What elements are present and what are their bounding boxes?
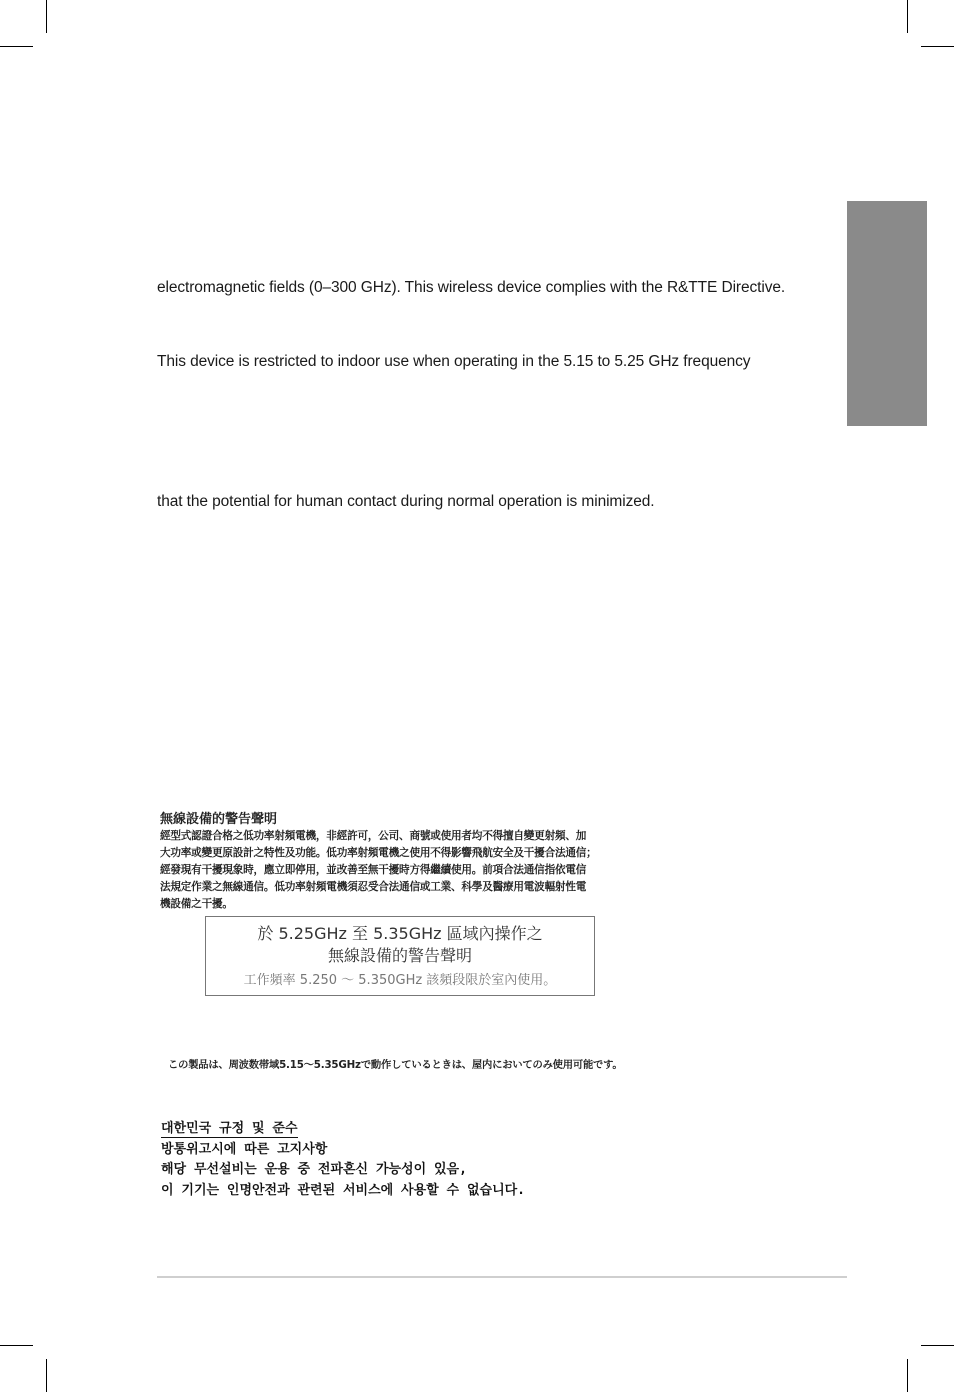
crop-mark	[907, 1359, 908, 1392]
japan-notice: この製品は、周波数帯域5.15～5.35GHzで動作しているときは、屋内においてのみ使用可能です。	[168, 1059, 623, 1071]
body-text-line: This device is restricted to indoor use when operating in the 5.15 to 5.25 GHz frequency	[157, 353, 751, 370]
crop-mark	[0, 46, 33, 47]
taiwan-notice-line: 經型式認證合格之低功率射頻電機，非經許可，公司、商號或使用者均不得擅自變更射頻、加	[160, 830, 587, 842]
taiwan-notice-line: 法規定作業之無線通信。低功率射頻電機須忍受合法通信或工業、科學及醫療用電波輻射性電	[160, 881, 587, 893]
section-side-tab	[847, 201, 927, 426]
crop-mark	[907, 0, 908, 33]
crop-mark	[921, 46, 954, 47]
taiwan-notice	[160, 811, 597, 913]
footer-rule	[157, 1276, 847, 1278]
crop-mark	[46, 1359, 47, 1392]
taiwan-notice-line: 經發現有干擾現象時，應立即停用，並改善至無干擾時方得繼續使用。前項合法通信指依電信	[160, 864, 587, 876]
korea-notice-line: 해당 무선설비는 운용 중 전파혼신 가능성이 있음,	[161, 1162, 467, 1177]
korea-notice-line: 방통위고시에 따른 고지사항	[161, 1142, 328, 1157]
box-line: 工作頻率 5.250 ～ 5.350GHz 該頻段限於室內使用。	[243, 973, 557, 988]
box-line: 於 5.25GHz 至 5.35GHz 區域內操作之	[257, 924, 543, 943]
taiwan-notice-line: 大功率或變更原設計之特性及功能。低功率射頻電機之使用不得影響飛航安全及干擾合法通信；	[160, 847, 597, 859]
taiwan-5ghz-notice-box	[205, 916, 595, 996]
taiwan-notice-line: 機設備之干擾。	[160, 898, 233, 910]
crop-mark	[921, 1345, 954, 1346]
korea-notice-line: 이 기기는 인명안전과 관련된 서비스에 사용할 수 없습니다.	[161, 1183, 526, 1198]
taiwan-notice-title: 無線設備的警告聲明	[160, 812, 278, 827]
box-line: 無線設備的警告聲明	[327, 946, 472, 965]
body-text-line: electromagnetic fields (0–300 GHz). This wireless device complies with the R&TTE Directive.	[157, 279, 786, 296]
korea-notice-title: 대한민국 규정 및 준수	[161, 1117, 298, 1138]
crop-mark	[46, 0, 47, 33]
crop-mark	[0, 1345, 33, 1346]
body-text-line: that the potential for human contact during normal operation is minimized.	[157, 493, 655, 510]
